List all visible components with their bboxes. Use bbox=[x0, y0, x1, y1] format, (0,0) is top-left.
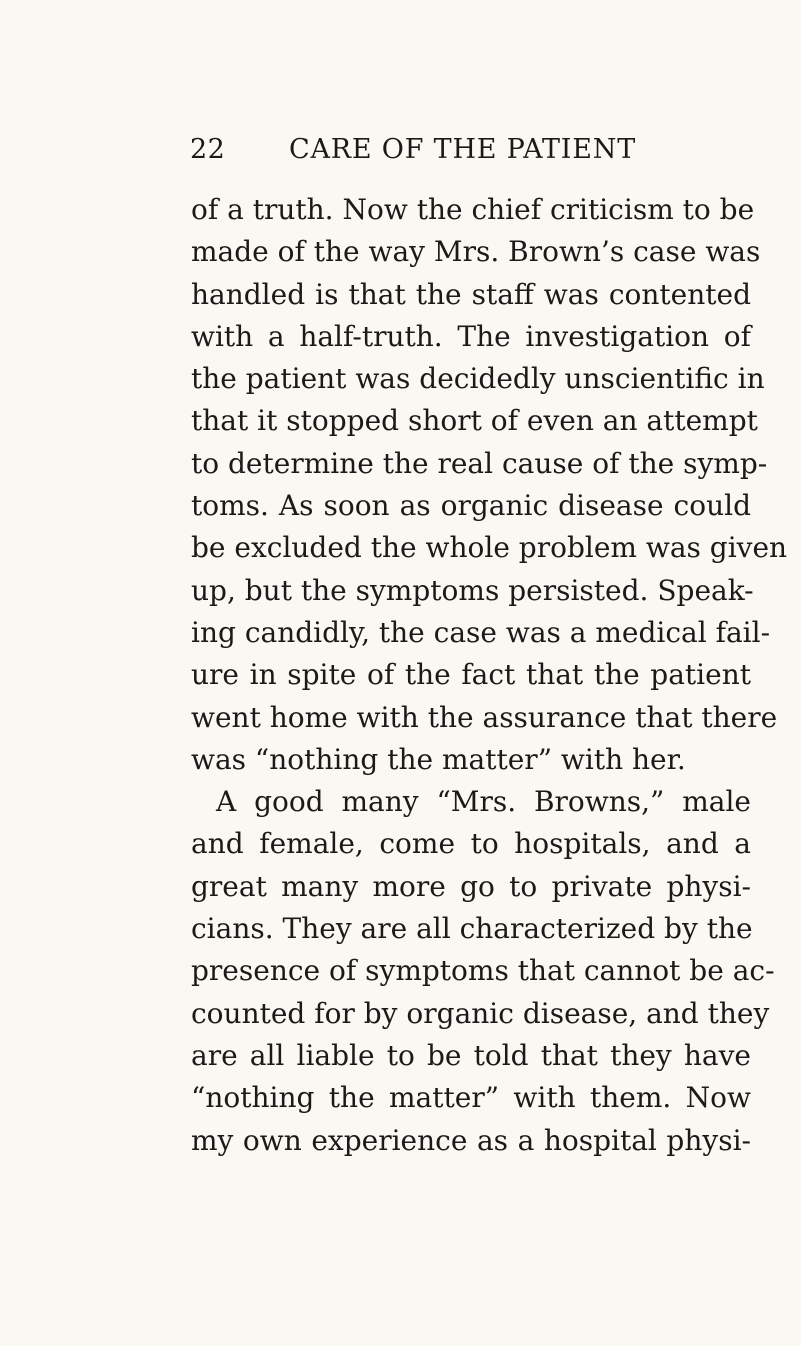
text-line: my own experience as a hospital physi- bbox=[191, 1123, 751, 1157]
text-line: to determine the real cause of the symp- bbox=[191, 446, 768, 480]
body-text bbox=[191, 189, 788, 1162]
running-head: CARE OF THE PATIENT bbox=[289, 134, 637, 165]
text-line: presence of symptoms that cannot be ac- bbox=[191, 954, 775, 988]
text-line: A good many “Mrs. Browns,” male bbox=[216, 785, 751, 819]
text-line: ing candidly, the case was a medical fail- bbox=[191, 615, 771, 649]
page-header bbox=[190, 134, 690, 174]
text-line: great many more go to private physi- bbox=[191, 869, 751, 903]
text-line: “nothing the matter” with them. Now bbox=[191, 1081, 751, 1115]
text-line: cians. They are all characterized by the bbox=[191, 912, 753, 946]
text-line: went home with the assurance that there bbox=[191, 700, 778, 734]
text-line: toms. As soon as organic disease could bbox=[191, 489, 751, 523]
page-number: 22 bbox=[190, 134, 226, 165]
text-line: counted for by organic disease, and they bbox=[191, 996, 770, 1030]
text-line: with a half-truth. The investigation of bbox=[191, 319, 751, 353]
text-line: be excluded the whole problem was given bbox=[191, 531, 788, 565]
text-line: are all liable to be told that they have bbox=[191, 1038, 751, 1072]
text-line: up, but the symptoms persisted. Speak- bbox=[191, 573, 754, 607]
text-line: of a truth. Now the chief criticism to be bbox=[191, 193, 755, 226]
text-line: handled is that the staff was contented bbox=[191, 277, 751, 311]
text-line: was “nothing the matter” with her. bbox=[191, 742, 686, 776]
text-line: that it stopped short of even an attempt bbox=[191, 404, 758, 438]
text-line: made of the way Mrs. Brown’s case was bbox=[191, 235, 761, 269]
text-line: the patient was decidedly unscientific in bbox=[191, 362, 765, 396]
text-line: ure in spite of the fact that the patient bbox=[191, 658, 751, 692]
text-line: and female, come to hospitals, and a bbox=[191, 827, 751, 861]
